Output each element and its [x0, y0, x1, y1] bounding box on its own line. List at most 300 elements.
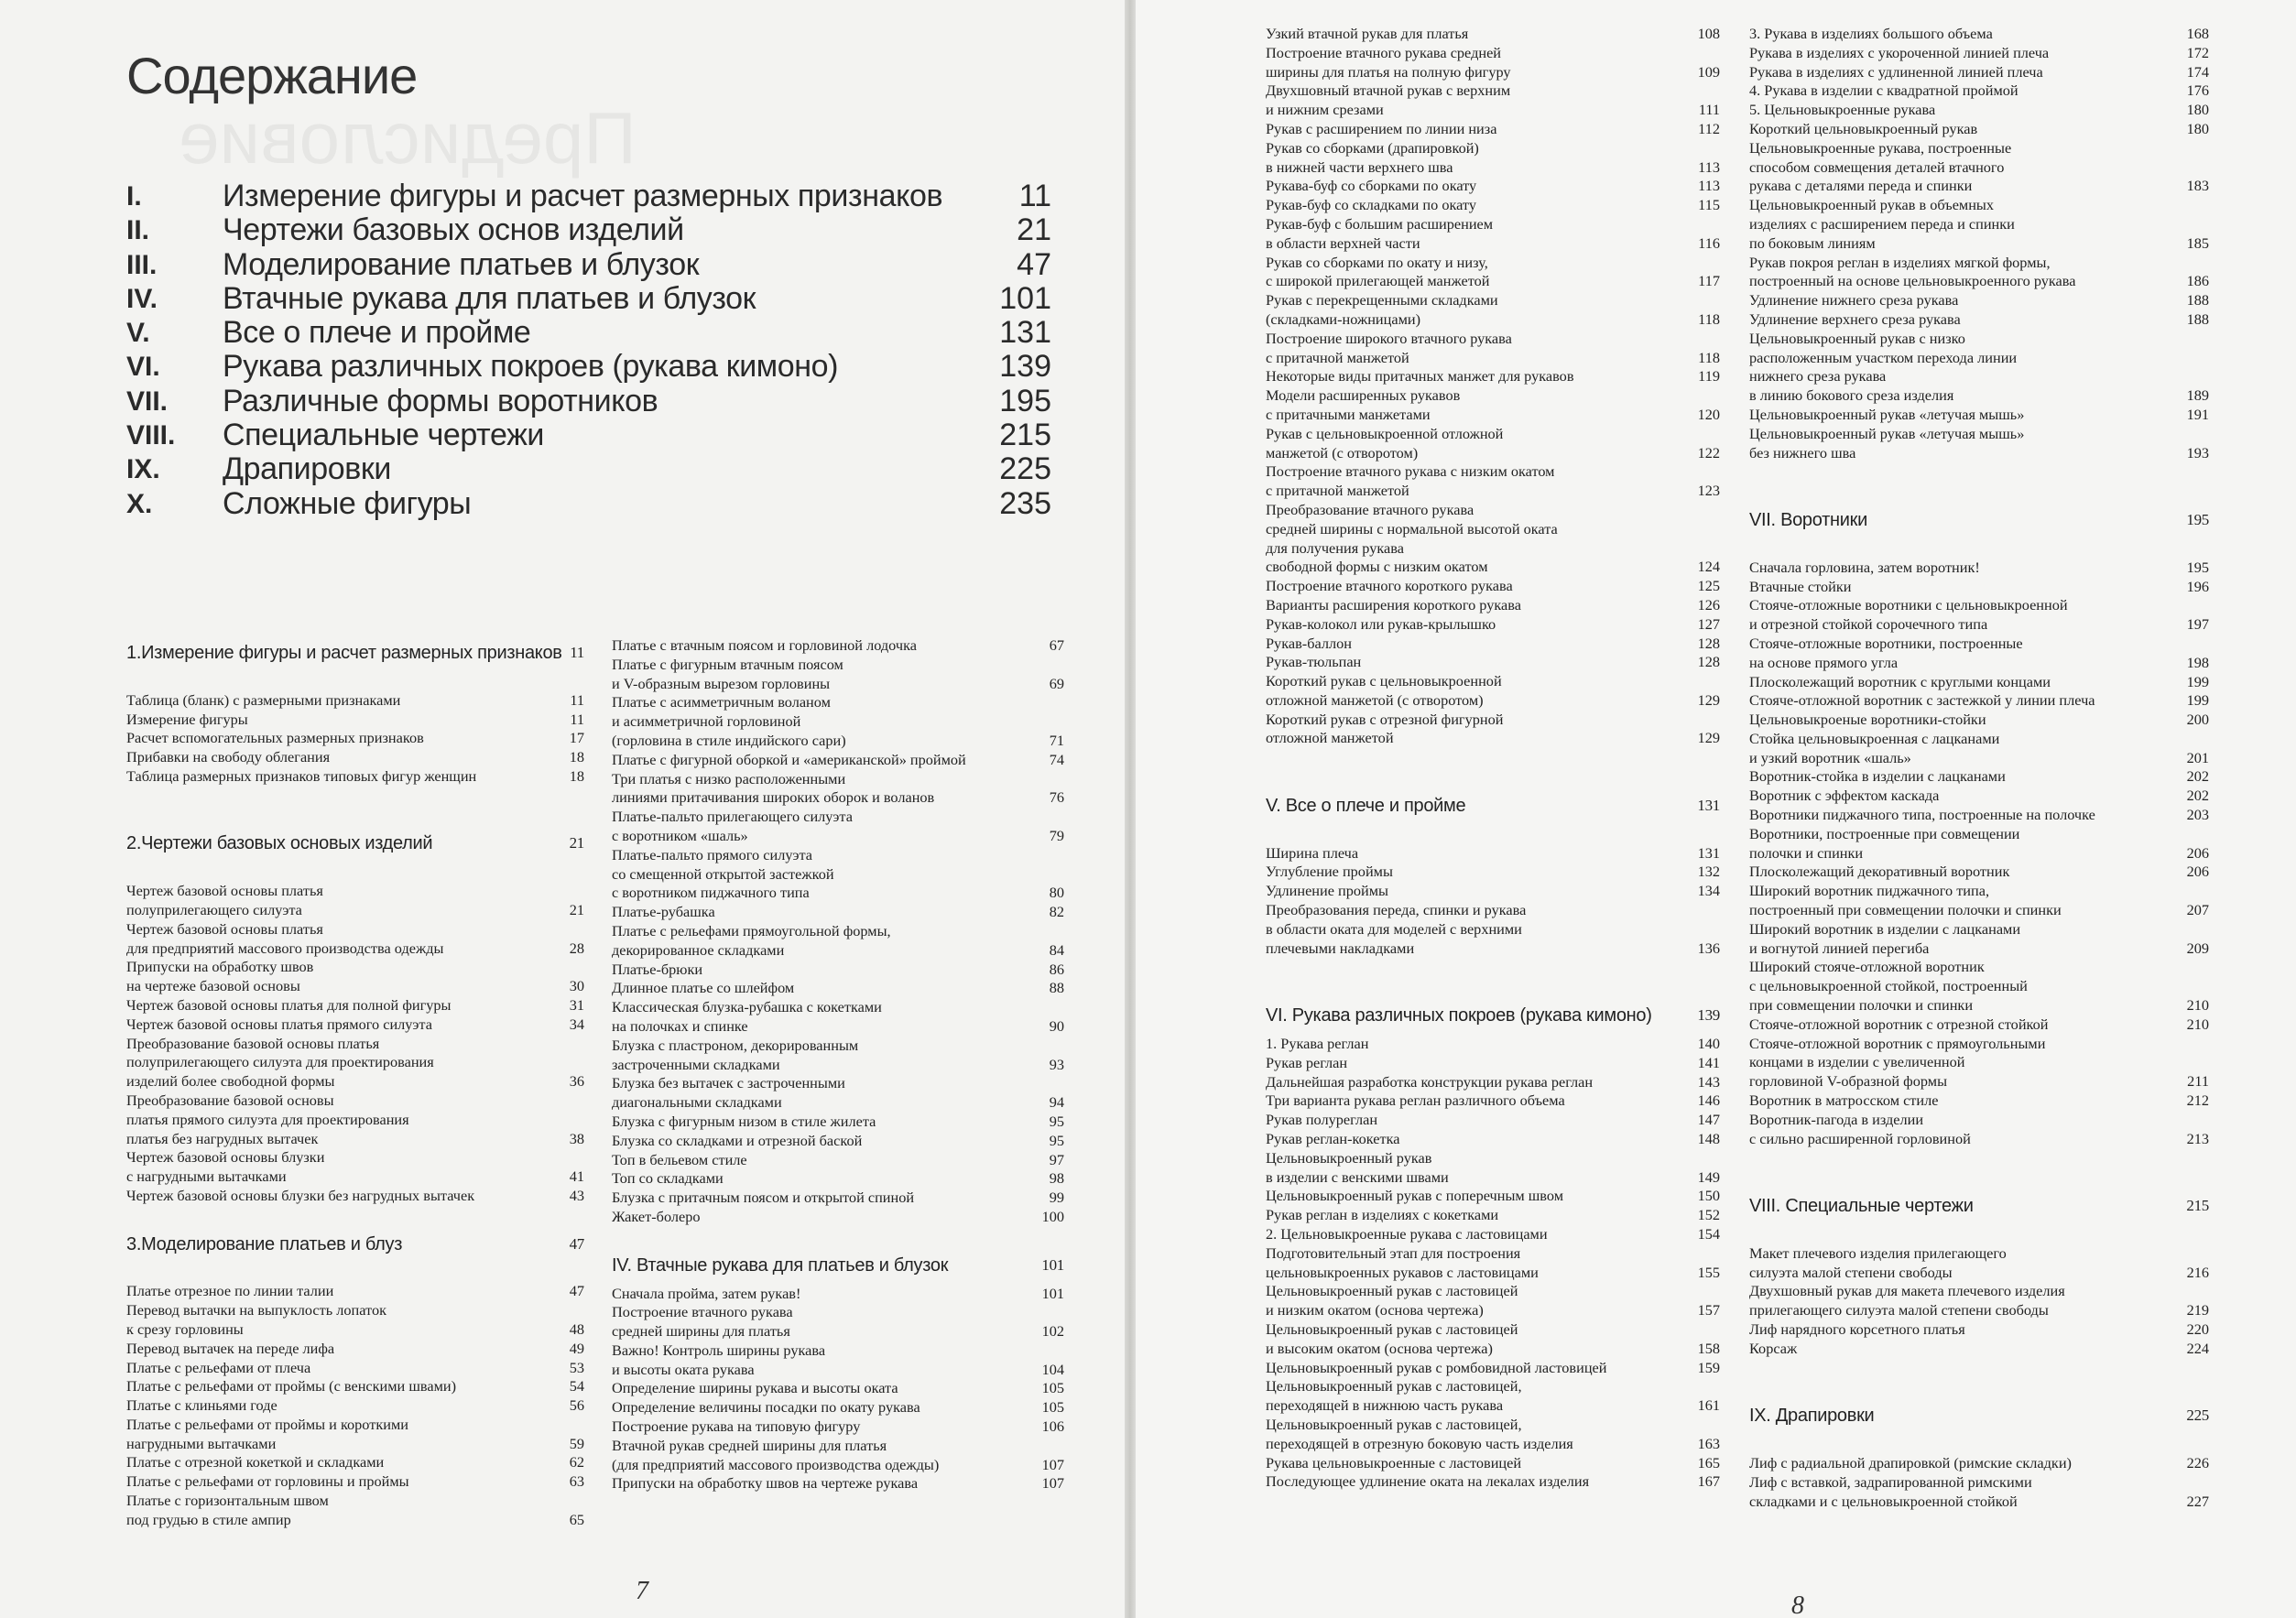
entry-text: Перевод вытачек на переде лифа [126, 1339, 335, 1357]
entry-text: Удлинение проймы [1266, 882, 1388, 900]
entry-text: для предприятий массового производства одежды [126, 939, 444, 957]
toc-chapter-row [126, 248, 1051, 282]
entry-page: 59 [569, 1434, 584, 1452]
page-number: 8 [1791, 1591, 1804, 1618]
entry-text: Рукав-буф со складками по окату [1266, 196, 1476, 214]
entry-page: 115 [1698, 196, 1720, 214]
entry-text: Стояче-отложные воротники с цельновыкроенной [1749, 596, 2068, 614]
entry-page: 120 [1697, 405, 1720, 423]
entry-page: 41 [569, 1167, 584, 1186]
entry-text: Воротник-пагода в изделии [1749, 1110, 1924, 1128]
entry-text: силуэта малой степени свободы [1749, 1263, 1953, 1281]
entry-text: Цельновыкроенные рукава, построенные [1749, 138, 2012, 157]
contents-entry [1266, 577, 1720, 596]
entry-page: 129 [1697, 690, 1720, 709]
entry-text: Чертеж базовой основы платья для полной фигуры [126, 995, 452, 1014]
entry-page: 100 [1041, 1207, 1064, 1225]
contents-entry [126, 1072, 584, 1091]
entry-text: Широкий воротник пиджачного типа, [1749, 882, 1990, 900]
entry-page: 69 [1049, 674, 1064, 692]
entry-text: Измерение фигуры [126, 710, 248, 728]
contents-entry [1266, 863, 1720, 882]
entry-text: с цельновыкроенной стойкой, построенный [1749, 977, 2028, 995]
entry-text: Цельновыкроенный рукав с поперечным швом [1266, 1187, 1564, 1205]
entry-page: 209 [2186, 939, 2209, 957]
contents-entry [1749, 635, 2209, 654]
contents-entry [1749, 63, 2209, 82]
entry-text: Лиф с вставкой, задрапированной римскими [1749, 1472, 2032, 1491]
entry-text: (горловина в стиле индийского сари) [612, 731, 846, 749]
contents-entry [1749, 272, 2209, 291]
entry-text: на основе прямого угла [1749, 653, 1899, 671]
contents-entry [126, 1377, 584, 1396]
contents-entry [1266, 520, 1720, 539]
section-title: 2.Чертежи базовых основых изделий [126, 833, 433, 854]
contents-entry [1266, 234, 1720, 254]
entry-page: 206 [2186, 863, 2209, 881]
entry-page: 220 [2186, 1320, 2209, 1338]
contents-entry [1266, 330, 1720, 349]
entry-text: Платье с клиньями годе [126, 1396, 277, 1415]
entry-page: 62 [569, 1453, 584, 1471]
contents-entry [126, 1472, 584, 1492]
left-page [0, 0, 1125, 1618]
entry-page: 118 [1698, 348, 1720, 366]
contents-entry [1266, 1073, 1720, 1092]
chapter-title: Различные формы воротников [223, 383, 658, 418]
entry-text: Таблица размерных признаков типовых фигур женщин [126, 766, 477, 785]
entry-text: полочки и спинки [1749, 843, 1864, 862]
main-contents-list [126, 179, 1051, 521]
contents-entry [1749, 1340, 2209, 1359]
contents-entry [612, 1151, 1064, 1170]
entry-text: Преобразование втачного рукава [1266, 500, 1474, 518]
contents-entry [1749, 996, 2209, 1015]
entry-text: в линию бокового среза изделия [1749, 386, 1954, 405]
entry-text: Таблица (бланк) с размерными признаками [126, 690, 401, 709]
entry-page: 180 [2186, 119, 2209, 137]
contents-entry [126, 1111, 584, 1130]
entry-text: Углубление проймы [1266, 863, 1393, 881]
entry-page: 146 [1697, 1091, 1720, 1110]
entry-text: Рукав-тюльпан [1266, 653, 1362, 671]
entry-text: нижнего среза рукава [1749, 367, 1887, 385]
entry-page: 80 [1049, 884, 1064, 902]
entry-text: построенный при совмещении полочки и спинки [1749, 901, 2062, 919]
entry-text: Чертеж базовой основы платья прямого силуэта [126, 1015, 432, 1033]
contents-entry [1266, 25, 1720, 44]
entry-text: с притачной манжетой [1266, 348, 1409, 366]
contents-entry [612, 808, 1064, 827]
contents-entry [1749, 215, 2209, 234]
chapter-page: 235 [999, 485, 1051, 521]
contents-entry [1749, 139, 2209, 158]
contents-entry [126, 1492, 584, 1511]
entry-text: на чертеже базовой основы [126, 977, 300, 995]
contents-entry [1749, 101, 2209, 120]
entry-text: свободной формы с низким окатом [1266, 558, 1488, 576]
entry-text: складками и с цельновыкроенной стойкой [1749, 1492, 2018, 1510]
entry-text: 2. Цельновыкроенные рукава с ластовицами [1266, 1225, 1548, 1243]
entry-text: Платье с горизонтальным швом [126, 1492, 329, 1510]
contents-entry [1266, 1454, 1720, 1473]
contents-entry [1266, 1282, 1720, 1301]
contents-entry [126, 1091, 584, 1111]
entry-text: полуприлегающего силуэта [126, 900, 302, 918]
section-page: 195 [2186, 510, 2209, 528]
entry-text: Чертеж базовой основы платья [126, 882, 323, 900]
entry-text: плечевыми накладками [1266, 939, 1415, 957]
entry-page: 147 [1697, 1111, 1720, 1129]
contents-entry [1266, 1359, 1720, 1378]
entry-text: Цельновыкроенный рукав в объемных [1749, 196, 1995, 214]
contents-entry [126, 1435, 584, 1454]
contents-entry [1266, 310, 1720, 330]
entry-text: Цельновыкроеные воротники-стойки [1749, 711, 1986, 729]
entry-page: 74 [1049, 750, 1064, 768]
entry-page: 127 [1697, 614, 1720, 633]
entry-page: 195 [2186, 558, 2209, 576]
chapter-title: Сложные фигуры [223, 485, 472, 521]
entry-text: концами в изделии с увеличенной [1749, 1053, 1965, 1071]
contents-entry [1266, 63, 1720, 82]
entry-page: 132 [1697, 863, 1720, 881]
section-heading [126, 634, 584, 672]
contents-entry [1266, 882, 1720, 901]
chapter-page: 139 [999, 349, 1051, 385]
contents-entry [1266, 120, 1720, 139]
spacer [126, 806, 584, 825]
entry-text: построенный на основе цельновыкроенного рукава [1749, 272, 2076, 290]
section-title: VI. Рукава различных покроев (рукава кимоно) [1266, 1005, 1652, 1026]
toc-chapter-row [126, 418, 1051, 452]
contents-entry [1266, 139, 1720, 158]
contents-entry [126, 920, 584, 939]
section-title: IX. Драпировки [1749, 1406, 1875, 1427]
spacer [1266, 977, 1720, 996]
entry-text: диагональными складками [612, 1093, 782, 1112]
entry-page: 86 [1049, 960, 1064, 978]
entry-page: 31 [569, 995, 584, 1014]
toc-chapter-row [126, 213, 1051, 247]
contents-entry [1266, 653, 1720, 672]
entry-text: Чертеж базовой основы блузки без нагрудных вытачек [126, 1186, 475, 1204]
contents-entry [1266, 501, 1720, 520]
entry-text: Широкий стояче-отложной воротник [1749, 958, 1985, 976]
entry-text: Три варианта рукава реглан различного объема [1266, 1091, 1565, 1110]
section-heading [126, 1225, 584, 1264]
entry-page: 212 [2186, 1091, 2209, 1110]
toc-chapter-row [126, 487, 1051, 521]
entry-page: 90 [1049, 1016, 1064, 1035]
entry-text: Платье с фигурным втачным поясом [612, 655, 843, 673]
entry-page: 191 [2186, 405, 2209, 423]
entry-text: Цельновыкроенный рукав с ромбовидной ластовицей [1266, 1358, 1607, 1376]
contents-entry [612, 1113, 1064, 1132]
entry-page: 118 [1698, 309, 1720, 328]
chapter-page: 225 [999, 451, 1051, 487]
entry-page: 113 [1698, 157, 1720, 176]
entry-page: 99 [1049, 1189, 1064, 1207]
entry-text: Последующее удлинение оката на лекалах изделия [1266, 1472, 1590, 1491]
entry-text: Платье с отрезной кокеткой и складками [126, 1453, 385, 1471]
chapter-number: IV. [126, 283, 158, 314]
entry-text: с нагрудными вытачками [126, 1167, 287, 1186]
chapter-page: 47 [1017, 246, 1051, 282]
contents-entry [1749, 25, 2209, 44]
contents-entry [1266, 1149, 1720, 1168]
entry-page: 219 [2186, 1301, 2209, 1319]
entry-page: 117 [1698, 272, 1720, 290]
entry-page: 43 [569, 1186, 584, 1204]
chapter-title: Все о плече и пройме [223, 315, 531, 351]
entry-page: 161 [1697, 1396, 1720, 1415]
section-page: 215 [2186, 1197, 2209, 1215]
contents-entry [1749, 691, 2209, 711]
detailed-contents-column-2 [612, 636, 1064, 1493]
entry-text: декорированное складками [612, 940, 785, 959]
contents-entry [1266, 158, 1720, 178]
entry-page: 206 [2186, 843, 2209, 862]
contents-entry [126, 767, 584, 787]
entry-text: Блузка с притачным поясом и открытой спиной [612, 1189, 915, 1207]
contents-entry [1749, 1301, 2209, 1320]
entry-text: Чертеж базовой основы блузки [126, 1148, 325, 1167]
contents-entry [126, 1015, 584, 1035]
contents-entry [612, 1056, 1064, 1075]
entry-page: 143 [1697, 1072, 1720, 1091]
contents-entry [1266, 691, 1720, 711]
contents-entry [1266, 1111, 1720, 1130]
contents-entry [1266, 406, 1720, 425]
contents-entry [126, 1320, 584, 1340]
spacer [1749, 1167, 2209, 1187]
entry-text: Преобразование базовой основы [126, 1091, 334, 1109]
contents-entry [126, 939, 584, 959]
entry-text: Дальнейшая разработка конструкции рукава реглан [1266, 1072, 1594, 1091]
entry-text: Платье-брюки [612, 960, 703, 978]
entry-text: Рукав-баллон [1266, 634, 1352, 652]
contents-entry [1266, 1435, 1720, 1454]
chapter-page: 11 [1018, 179, 1051, 213]
entry-text: и высоты оката рукава [612, 1360, 755, 1378]
entry-page: 136 [1697, 939, 1720, 957]
contents-entry [1266, 901, 1720, 920]
contents-entry [1749, 44, 2209, 63]
entry-text: отложной манжетой [1266, 729, 1394, 747]
entry-page: 119 [1698, 367, 1720, 385]
chapter-number: VI. [126, 352, 160, 383]
contents-entry [612, 1474, 1064, 1493]
contents-entry [126, 901, 584, 920]
entry-text: по боковым линиям [1749, 233, 1876, 252]
entry-page: 172 [2186, 43, 2209, 61]
contents-entry [1749, 291, 2209, 310]
entry-text: Цельновыкроенный рукав «летучая мышь» [1749, 405, 2025, 423]
contents-entry [1266, 1187, 1720, 1206]
contents-entry [126, 882, 584, 901]
entry-text: Платье с рельефами от горловины и проймы [126, 1472, 409, 1491]
entry-text: Цельновыкроенный рукав с ластовицей [1266, 1282, 1518, 1300]
entry-text: Стояче-отложной воротник с застежкой у линии плеча [1749, 691, 2095, 710]
entry-page: 105 [1041, 1398, 1064, 1417]
entry-text: и V-образным вырезом горловины [612, 674, 831, 692]
contents-entry [612, 979, 1064, 998]
chapter-page: 131 [999, 315, 1051, 351]
entry-page: 149 [1697, 1167, 1720, 1186]
contents-entry [1266, 444, 1720, 463]
entry-text: Платье с рельефами от проймы и короткими [126, 1415, 408, 1433]
entry-text: Построение втачного рукава с низким окатом [1266, 462, 1555, 481]
entry-text: Припуски на обработку швов на чертеже рукава [612, 1474, 919, 1493]
entry-page: 105 [1041, 1379, 1064, 1397]
contents-entry [612, 1189, 1064, 1208]
entry-text: нагрудными вытачками [126, 1434, 277, 1452]
entry-text: и отрезной стойкой сорочечного типа [1749, 615, 1988, 634]
contents-entry [1266, 349, 1720, 368]
contents-entry [1266, 81, 1720, 101]
entry-text: ширины для платья на полную фигуру [1266, 62, 1511, 81]
chapter-title: Чертежи базовых основ изделий [223, 212, 684, 248]
contents-entry [612, 1456, 1064, 1475]
chapter-title: Измерение фигуры и расчет размерных признаков [223, 179, 943, 213]
entry-text: Прибавки на свободу облегания [126, 748, 331, 766]
contents-entry [1749, 1015, 2209, 1035]
entry-text: Двухшовный втачной рукав с верхним [1266, 81, 1511, 100]
entry-text: Сначала пройма, затем рукав! [612, 1284, 801, 1302]
entry-text: Воротник в матросском стиле [1749, 1091, 1939, 1110]
contents-entry [126, 1187, 584, 1206]
contents-entry [126, 977, 584, 996]
entry-text: Построение широкого втачного рукава [1266, 329, 1512, 347]
entry-text: со смещенной открытой застежкой [612, 864, 834, 883]
entry-page: 106 [1041, 1417, 1064, 1436]
contents-entry [1749, 749, 2209, 768]
entry-page: 159 [1697, 1358, 1720, 1376]
entry-page: 216 [2186, 1263, 2209, 1281]
entry-text: 1. Рукава реглан [1266, 1035, 1369, 1053]
entry-text: средней ширины с нормальной высотой оката [1266, 519, 1558, 538]
contents-entry [612, 732, 1064, 751]
chapter-page: 195 [999, 383, 1051, 418]
entry-text: Важно! Контроль ширины рукава [612, 1341, 826, 1359]
right-page [1136, 0, 2296, 1618]
contents-entry [1749, 425, 2209, 444]
contents-entry [126, 1301, 584, 1320]
entry-text: Воротник-стойка в изделии с лацканами [1749, 767, 2006, 786]
entry-text: Рукав реглан-кокетка [1266, 1130, 1400, 1148]
entry-page: 131 [1697, 843, 1720, 862]
entry-page: 128 [1697, 634, 1720, 652]
entry-text: Лиф с радиальной драпировкой (римские складки) [1749, 1453, 2072, 1471]
entry-page: 71 [1049, 731, 1064, 749]
entry-page: 141 [1697, 1053, 1720, 1071]
entry-text: переходящей в нижнюю часть рукава [1266, 1396, 1504, 1415]
entry-text: отложной манжетой (с отворотом) [1266, 690, 1484, 709]
entry-page: 82 [1049, 903, 1064, 921]
contents-entry [1749, 939, 2209, 959]
contents-entry [1749, 1473, 2209, 1493]
contents-entry [1749, 1072, 2209, 1091]
contents-entry [1749, 901, 2209, 920]
entry-page: 210 [2186, 1015, 2209, 1033]
section-title: 3.Моделирование платьев и блуз [126, 1233, 403, 1254]
entry-text: Жакет-болеро [612, 1207, 701, 1225]
entry-text: с воротником «шаль» [612, 826, 748, 844]
contents-entry [1266, 1416, 1720, 1435]
entry-text: Цельновыкроенный рукав [1266, 1148, 1432, 1167]
contents-entry [1749, 844, 2209, 863]
section-page: 21 [569, 834, 584, 852]
page-title: Содержание [126, 47, 418, 104]
entry-text: и асимметричной горловиной [612, 712, 801, 731]
entry-text: Чертеж базовой основы платья [126, 919, 323, 938]
entry-text: Втачные стойки [1749, 577, 1852, 595]
contents-entry [1266, 939, 1720, 959]
contents-entry [1266, 1301, 1720, 1320]
contents-entry [1749, 615, 2209, 635]
section-page: 11 [570, 644, 584, 661]
entry-page: 122 [1697, 443, 1720, 462]
entry-text: расположенным участком перехода линии [1749, 348, 2018, 366]
contents-entry [1266, 254, 1720, 273]
entry-text: Определение ширины рукава и высоты оката [612, 1379, 898, 1397]
entry-text: цельновыкроенных рукавов с ластовицами [1266, 1263, 1539, 1281]
contents-entry [612, 846, 1064, 865]
entry-page: 148 [1697, 1130, 1720, 1148]
entry-page: 36 [569, 1072, 584, 1091]
entry-page: 224 [2186, 1339, 2209, 1357]
entry-text: Построение втачного короткого рукава [1266, 577, 1513, 595]
entry-page: 183 [2186, 177, 2209, 195]
entry-text: в изделии с венскими швами [1266, 1167, 1449, 1186]
contents-entry [612, 1417, 1064, 1437]
entry-text: Платье-пальто прилегающего силуэта [612, 808, 853, 826]
entry-text: с притачной манжетой [1266, 482, 1409, 500]
contents-entry [1266, 101, 1720, 120]
entry-page: 199 [2186, 672, 2209, 690]
toc-chapter-row [126, 452, 1051, 486]
spacer [612, 1227, 1064, 1246]
entry-text: Рукав-колокол или рукав-крылышко [1266, 614, 1496, 633]
contents-entry [612, 884, 1064, 903]
entry-page: 18 [569, 766, 584, 785]
entry-page: 207 [2186, 901, 2209, 919]
contents-entry [612, 1285, 1064, 1304]
entry-text: Рукав реглан [1266, 1053, 1348, 1071]
entry-text: 4. Рукава в изделии с квадратной проймой [1749, 81, 2019, 100]
contents-entry [612, 693, 1064, 712]
contents-entry [1749, 196, 2209, 215]
detailed-contents-column-4 [1749, 25, 2209, 1511]
contents-entry [1749, 711, 2209, 730]
entry-text: манжетой (с отворотом) [1266, 443, 1419, 462]
entry-text: Рукав покроя реглан в изделиях мягкой формы, [1749, 253, 2051, 271]
entry-text: Цельновыкроенный рукав с ластовицей, [1266, 1377, 1522, 1395]
contents-entry [1266, 596, 1720, 615]
contents-entry [1749, 863, 2209, 882]
section-page: 101 [1041, 1255, 1064, 1274]
contents-entry [1749, 444, 2209, 463]
chapter-page: 21 [1017, 212, 1051, 248]
contents-entry [1749, 1111, 2209, 1130]
spacer [1749, 539, 2209, 559]
contents-entry [126, 748, 584, 767]
contents-entry [1266, 1225, 1720, 1244]
entry-text: Рукав реглан в изделиях с кокетками [1266, 1206, 1499, 1224]
spacer [126, 1264, 584, 1283]
entry-page: 125 [1697, 577, 1720, 595]
